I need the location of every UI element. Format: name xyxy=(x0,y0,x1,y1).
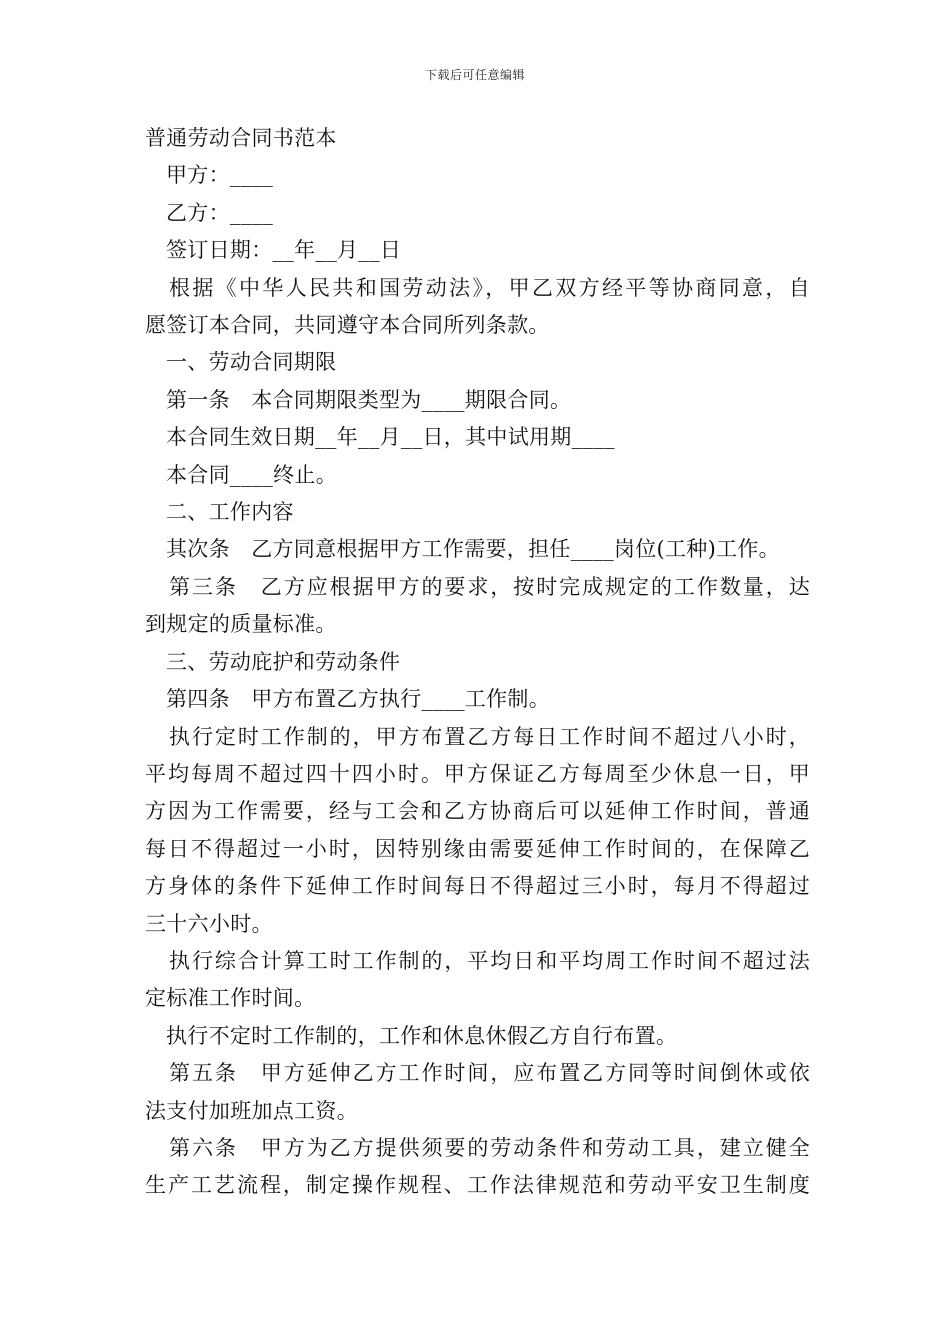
fixed-hours-line-3: 方因为工作需要，经与工会和乙方协商后可以延伸工作时间，普通 xyxy=(145,799,810,824)
article-3-line-2: 到规定的质量标准。 xyxy=(145,612,337,637)
article-2-line: 其次条 乙方同意根据甲方工作需要，担任____岗位(工种)工作。 xyxy=(166,537,780,562)
article-1-line: 第一条 本合同期限类型为____期限合同。 xyxy=(166,387,572,412)
article-6-line-2: 生产工艺流程，制定操作规程、工作法律规范和劳动平安卫生制度 xyxy=(145,1173,810,1198)
section-heading-3: 三、劳动庇护和劳动条件 xyxy=(166,649,401,674)
party-b-line: 乙方：____ xyxy=(166,200,274,225)
article-3-line-1: 第三条 乙方应根据甲方的要求，按时完成规定的工作数量，达 xyxy=(169,574,810,599)
article-5-line-2: 法支付加班加点工资。 xyxy=(145,1098,358,1123)
document-body xyxy=(145,120,810,1205)
page-header: 下载后可任意编辑 xyxy=(424,68,525,82)
fixed-hours-line-4: 每日不得超过一小时，因特别缘由需要延伸工作时间的，在保障乙 xyxy=(145,836,810,861)
comprehensive-hours-line-1: 执行综合计算工时工作制的，平均日和平均周工作时间不超过法 xyxy=(169,948,810,973)
preamble-line-2: 愿签订本合同，共同遵守本合同所列条款。 xyxy=(145,313,550,338)
signing-date-line: 签订日期：__年__月__日 xyxy=(166,238,402,263)
fixed-hours-line-5: 方身体的条件下延伸工作时间每日不得超过三小时，每月不得超过 xyxy=(145,874,810,899)
document-title: 普通劳动合同书范本 xyxy=(145,126,337,150)
article-4-line: 第四条 甲方布置乙方执行____工作制。 xyxy=(166,687,550,712)
article-6-line-1: 第六条 甲方为乙方提供须要的劳动条件和劳动工具，建立健全 xyxy=(169,1135,810,1160)
flexible-hours-line: 执行不定时工作制的，工作和休息休假乙方自行布置。 xyxy=(166,1023,678,1048)
fixed-hours-line-1: 执行定时工作制的，甲方布置乙方每日工作时间不超过八小时， xyxy=(169,724,810,749)
comprehensive-hours-line-2: 定标准工作时间。 xyxy=(145,986,316,1011)
termination-line: 本合同____终止。 xyxy=(166,462,337,487)
preamble-line-1: 根据《中华人民共和国劳动法》，甲乙双方经平等协商同意，自 xyxy=(169,275,810,300)
section-heading-1: 一、劳动合同期限 xyxy=(166,350,337,375)
fixed-hours-line-2: 平均每周不超过四十四小时。甲方保证乙方每周至少休息一日，甲 xyxy=(145,761,810,786)
fixed-hours-line-6: 三十六小时。 xyxy=(145,911,273,936)
article-5-line-1: 第五条 甲方延伸乙方工作时间，应布置乙方同等时间倒休或依 xyxy=(169,1061,810,1086)
section-heading-2: 二、工作内容 xyxy=(166,500,294,525)
effective-date-line: 本合同生效日期__年__月__日，其中试用期____ xyxy=(166,425,615,450)
party-a-line: 甲方：____ xyxy=(166,163,274,188)
